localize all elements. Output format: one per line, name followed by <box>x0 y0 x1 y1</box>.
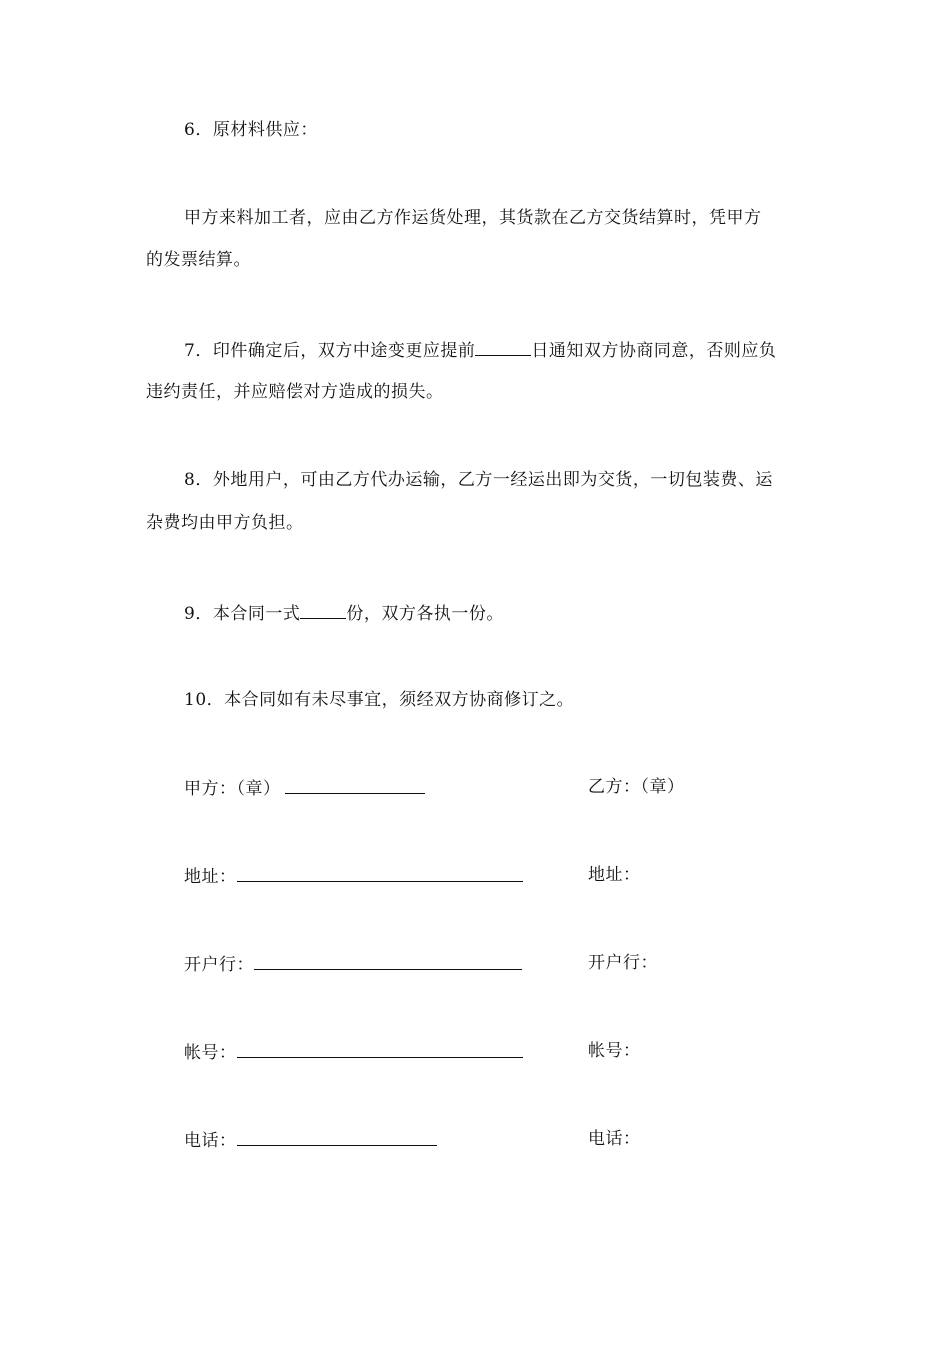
clause-9-text-before-blank: 9．本合同一式 <box>184 604 301 624</box>
party-a-address-label: 地址： <box>184 867 237 887</box>
party-a-name-field[interactable] <box>285 775 425 794</box>
party-a-bank-field[interactable] <box>254 951 522 970</box>
party-b-phone-label: 电话： <box>588 1129 641 1149</box>
clause-7-line-2: 违约责任，并应赔偿对方造成的损失。 <box>146 382 444 402</box>
party-a-bank-row <box>184 951 522 977</box>
clause-7-text-before-blank: 7．印件确定后，双方中途变更应提前 <box>184 341 476 361</box>
party-a-name-label: 甲方：（章） <box>184 779 281 799</box>
clause-9 <box>184 600 848 626</box>
clause-6-body-line-1: 甲方来料加工者，应由乙方作运货处理，其货款在乙方交货结算时，凭甲方 <box>184 208 762 228</box>
party-a-phone-label: 电话： <box>184 1131 237 1151</box>
party-a-account-field[interactable] <box>237 1039 523 1058</box>
party-a-phone-field[interactable] <box>237 1127 437 1146</box>
party-a-account-row <box>184 1039 523 1065</box>
clause-7-line-1 <box>184 337 848 363</box>
clause-7-days-blank[interactable] <box>475 337 531 356</box>
party-a-address-row <box>184 863 523 889</box>
party-a-name-row <box>184 775 425 801</box>
clause-8-line-2: 杂费均由甲方负担。 <box>146 513 304 533</box>
clause-6-title: 6．原材料供应： <box>184 120 318 140</box>
clause-6-body-line-2: 的发票结算。 <box>146 250 251 270</box>
clause-8-line-1: 8．外地用户，可由乙方代办运输，乙方一经运出即为交货，一切包装费、运 <box>184 470 773 490</box>
party-b-account-label: 帐号： <box>588 1041 641 1061</box>
clause-9-text-after-blank: 份，双方各执一份。 <box>346 604 504 624</box>
clause-9-copies-blank[interactable] <box>300 600 346 619</box>
party-b-address-label: 地址： <box>588 865 641 885</box>
party-b-bank-label: 开户行： <box>588 953 658 973</box>
clause-10: 10．本合同如有未尽事宜，须经双方协商修订之。 <box>184 690 575 710</box>
party-a-phone-row <box>184 1127 437 1153</box>
party-b-name-label: 乙方：（章） <box>588 777 685 797</box>
party-a-bank-label: 开户行： <box>184 955 254 975</box>
clause-7-text-after-blank: 日通知双方协商同意，否则应负 <box>531 341 777 361</box>
party-a-address-field[interactable] <box>237 863 523 882</box>
party-a-account-label: 帐号： <box>184 1043 237 1063</box>
